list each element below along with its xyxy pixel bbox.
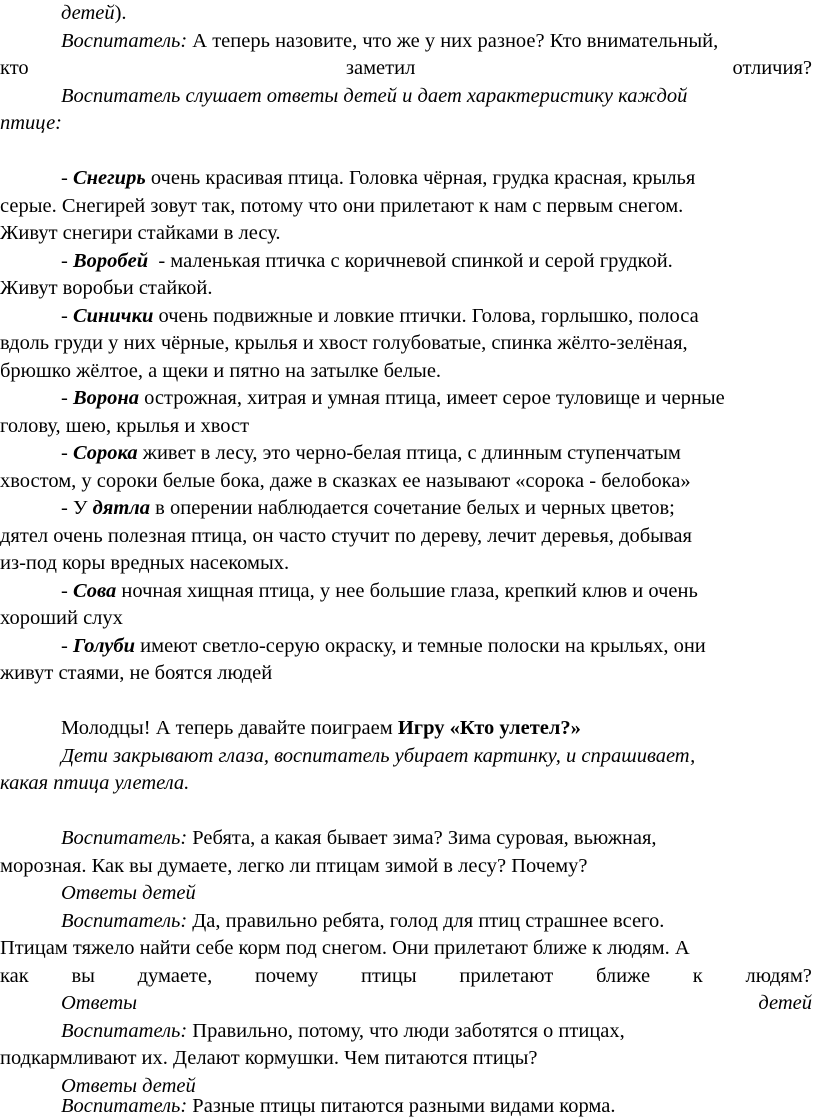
text-line: живут стаями, не боятся людей — [0, 662, 273, 684]
bird-name: Голуби — [72, 635, 135, 657]
text-line: - Сова ночная хищная птица, у нее большие глаза, крепкий клюв и очень — [61, 580, 698, 602]
bird-name: дятла — [92, 497, 151, 519]
game-title: Игру «Кто улетел?» — [397, 717, 581, 739]
bird-name: Сова — [72, 580, 117, 602]
text-line: Живут воробьи стайкой. — [0, 277, 213, 299]
text-line: - Сорока живет в лесу, это черно-белая птица, с длинным ступенчатым — [61, 442, 681, 464]
text-line: голову, шею, крылья и хвост — [0, 415, 250, 437]
text-line: Воспитатель слушает ответы детей и дает характеристику каждой — [61, 85, 688, 107]
text-line: детей). — [61, 2, 127, 24]
bird-name: Снегирь — [72, 167, 146, 189]
text-line: Молодцы! А теперь давайте поиграем Игру «Кто улетел?» — [61, 717, 581, 739]
text-line: Воспитатель: Правильно, потому, что люди заботятся о птицах, — [61, 1020, 625, 1042]
text-line: Ответы детей — [61, 992, 812, 1014]
text-line: Воспитатель: Разные птицы питаются разными видами корма. — [61, 1095, 616, 1117]
text-line: какая птица улетела. — [0, 772, 190, 794]
text-line: Воспитатель: Ребята, а какая бывает зима? Зима суровая, вьюжная, — [61, 827, 657, 849]
text-line: Воспитатель: А теперь назовите, что же у них разное? Кто внимательный, — [61, 30, 719, 52]
text-line: кто заметил отличия? — [0, 57, 812, 79]
text-line: подкармливают их. Делают кормушки. Чем питаются птицы? — [0, 1047, 538, 1069]
text-line: хороший слух — [0, 607, 123, 629]
text-line: как вы думаете, почему птицы прилетают ближе к людям? — [0, 965, 812, 987]
text-line: птице: — [0, 112, 62, 134]
text-line: серые. Снегирей зовут так, потому что они прилетают к нам с первым снегом. — [0, 195, 684, 217]
text-line: дятел очень полезная птица, он часто стучит по дереву, лечит деревья, добывая — [0, 525, 692, 547]
text-line: - Воробей - маленькая птичка с коричневой спинкой и серой грудкой. — [61, 250, 673, 272]
bird-name: Воробей — [72, 250, 149, 272]
text-line: Птицам тяжело найти себе корм под снегом. Они прилетают ближе к людям. А — [0, 937, 690, 959]
text-line: брюшко жёлтое, а щеки и пятно на затылке белые. — [0, 360, 442, 382]
text-line: Ответы детей — [61, 1075, 196, 1097]
bird-name: Синички — [72, 305, 154, 327]
bird-name: Ворона — [72, 387, 140, 409]
text-line: Живут снегири стайками в лесу. — [0, 222, 281, 244]
text-line: Воспитатель: Да, правильно ребята, голод для птиц страшнее всего. — [61, 910, 665, 932]
text-line: - Голуби имеют светло-серую окраску, и темные полоски на крыльях, они — [61, 635, 706, 657]
bird-name: Сорока — [72, 442, 138, 464]
text-line: Дети закрывают глаза, воспитатель убирает картинку, и спрашивает, — [61, 745, 696, 767]
text-line: хвостом, у сороки белые бока, даже в сказках ее называют «сорока - белобока» — [0, 470, 691, 492]
text-line: - Снегирь очень красивая птица. Головка чёрная, грудка красная, крылья — [61, 167, 696, 189]
text-line: вдоль груди у них чёрные, крылья и хвост голубоватые, спинка жёлто-зелёная, — [0, 332, 688, 354]
text-line: - У дятла в оперении наблюдается сочетание белых и черных цветов; — [61, 497, 675, 519]
text-line: Ответы детей — [61, 882, 196, 904]
text-line: из-под коры вредных насекомых. — [0, 552, 290, 574]
text-line: - Ворона острожная, хитрая и умная птица, имеет серое туловище и черные — [61, 387, 725, 409]
text-line: морозная. Как вы думаете, легко ли птицам зимой в лесу? Почему? — [0, 855, 588, 877]
text-line: - Синички очень подвижные и ловкие птички. Голова, горлышко, полоса — [61, 305, 699, 327]
